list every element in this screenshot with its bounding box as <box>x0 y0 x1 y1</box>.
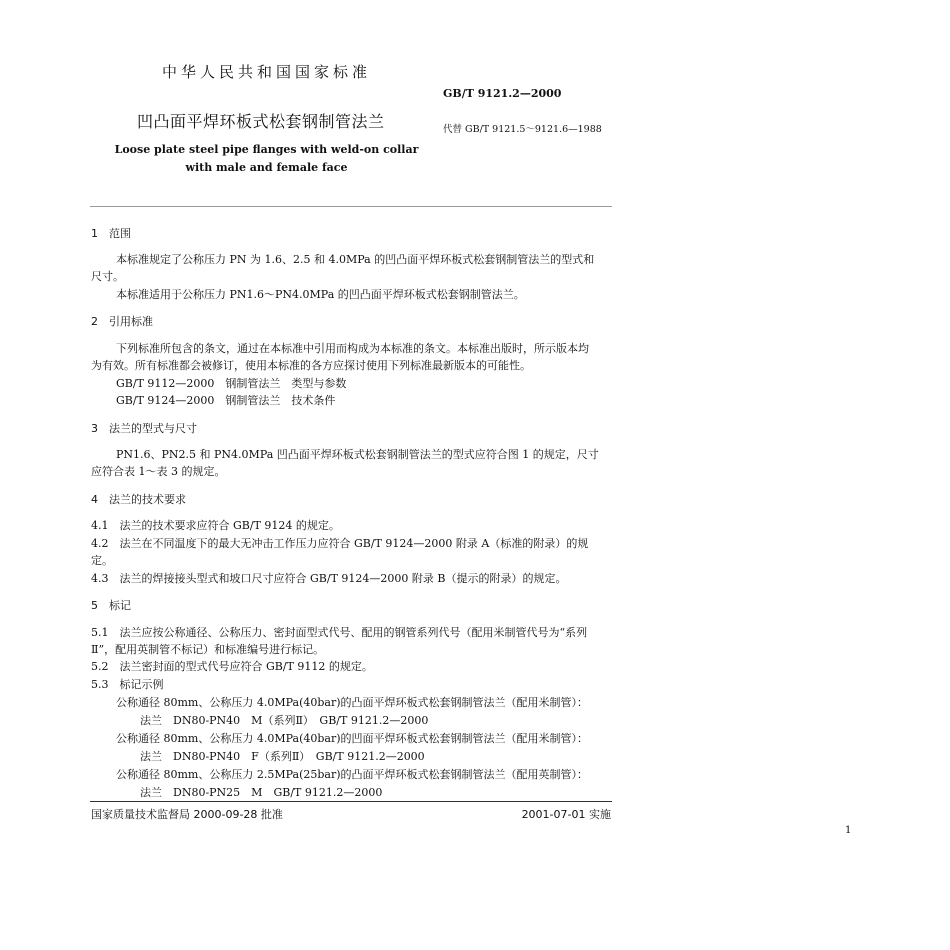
section-4-heading: 4 法兰的技术要求 <box>91 493 186 506</box>
section-2-paragraph-line-2: 为有效。所有标准都会被修订，使用本标准的各方应探讨使用下列标准最新版本的可能性。 <box>91 359 531 372</box>
section-4-item-2-line-1: 4.2 法兰在不同温度下的最大无冲击工作压力应符合 GB/T 9124—2000 附录 A（标准的附录）的规 <box>91 537 589 550</box>
header-divider <box>90 206 612 207</box>
marking-example-1-description: 公称通径 80mm、公称压力 4.0MPa(40bar)的凸面平焊环板式松套钢制管法兰（配用米制管）： <box>116 696 589 709</box>
english-title-line-2: with male and female face <box>185 161 348 174</box>
standard-number: GB/T 9121.2—2000 <box>443 87 562 100</box>
marking-example-1-mark: 法兰 DN80-PN40 M（系列Ⅱ） GB/T 9121.2—2000 <box>140 714 429 727</box>
section-4-item-1: 4.1 法兰的技术要求应符合 GB/T 9124 的规定。 <box>91 519 340 532</box>
section-2-heading: 2 引用标准 <box>91 315 153 328</box>
section-1-paragraph-1-line-2: 尺寸。 <box>91 270 124 283</box>
section-2-reference-2: GB/T 9124—2000 钢制管法兰 技术条件 <box>116 394 336 407</box>
section-4-item-2-line-2: 定。 <box>91 554 113 567</box>
marking-example-2-mark: 法兰 DN80-PN40 F（系列Ⅱ） GB/T 9121.2—2000 <box>140 750 425 763</box>
marking-example-2-description: 公称通径 80mm、公称压力 4.0MPa(40bar)的凹面平焊环板式松套钢制管法兰（配用米制管）： <box>116 732 589 745</box>
section-3-paragraph-line-1: PN1.6、PN2.5 和 PN4.0MPa 凹凸面平焊环板式松套钢制管法兰的型式应符合图 1 的规定，尺寸 <box>116 448 599 461</box>
marking-example-3-mark: 法兰 DN80-PN25 M GB/T 9121.2—2000 <box>140 786 383 799</box>
section-4-item-3: 4.3 法兰的焊接接头型式和坡口尺寸应符合 GB/T 9124—2000 附录 B（提示的附录）的规定。 <box>91 572 567 585</box>
english-title-line-1: Loose plate steel pipe flanges with weld-on collar <box>114 143 419 156</box>
section-1-heading: 1 范围 <box>91 227 131 240</box>
section-3-paragraph-line-2: 应符合表 1～表 3 的规定。 <box>91 465 226 478</box>
replaces-note: 代替 GB/T 9121.5～9121.6—1988 <box>443 124 602 135</box>
section-2-reference-1: GB/T 9112—2000 钢制管法兰 类型与参数 <box>116 377 347 390</box>
section-2-paragraph-line-1: 下列标准所包含的条文，通过在本标准中引用而构成为本标准的条文。本标准出版时，所示版本均 <box>116 342 589 355</box>
section-5-item-1-line-1: 5.1 法兰应按公称通径、公称压力、密封面型式代号、配用的钢管系列代号（配用米制管代号为“系列 <box>91 626 588 639</box>
document-title: 凹凸面平焊环板式松套钢制管法兰 <box>137 112 385 131</box>
section-5-item-3: 5.3 标记示例 <box>91 678 164 691</box>
section-1-paragraph-1-line-1: 本标准规定了公称压力 PN 为 1.6、2.5 和 4.0MPa 的凹凸面平焊环板式松套钢制管法兰的型式和 <box>116 253 595 266</box>
page-number: 1 <box>845 825 852 836</box>
section-1-paragraph-2: 本标准适用于公称压力 PN1.6～PN4.0MPa 的凹凸面平焊环板式松套钢制管法兰。 <box>116 288 525 301</box>
marking-example-3-description: 公称通径 80mm、公称压力 2.5MPa(25bar)的凸面平焊环板式松套钢制管法兰（配用英制管）： <box>116 768 589 781</box>
section-5-heading: 5 标记 <box>91 599 131 612</box>
section-5-item-2: 5.2 法兰密封面的型式代号应符合 GB/T 9112 的规定。 <box>91 660 373 673</box>
section-3-heading: 3 法兰的型式与尺寸 <box>91 422 197 435</box>
approval-date: 国家质量技术监督局 2000-09-28 批准 <box>91 808 283 821</box>
effective-date: 2001-07-01 实施 <box>521 808 611 821</box>
footer-divider <box>90 801 612 802</box>
national-standard-title: 中华人民共和国国家标准 <box>162 63 372 81</box>
section-5-item-1-line-2: Ⅱ”，配用英制管不标记）和标准编号进行标记。 <box>91 643 325 656</box>
